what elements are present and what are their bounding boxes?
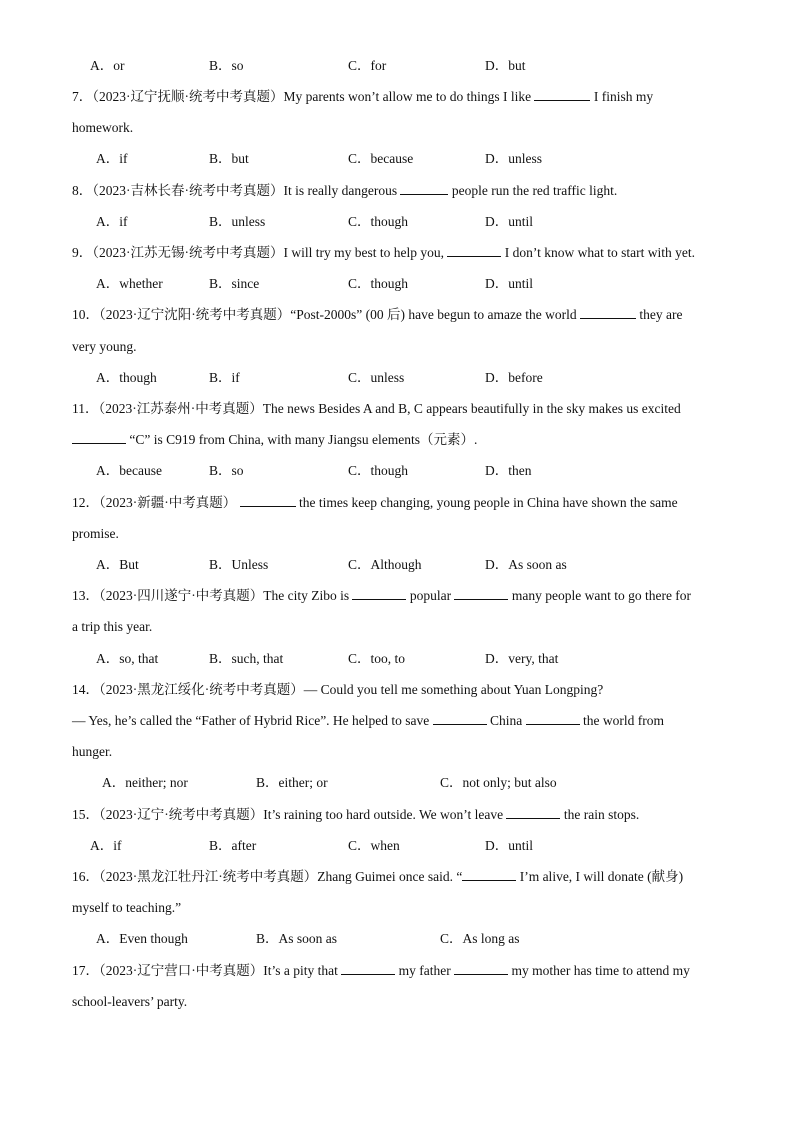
answer-blank[interactable] bbox=[240, 494, 296, 507]
option-d[interactable]: D．until bbox=[485, 214, 534, 229]
question-text: many people want to go there for bbox=[511, 588, 692, 603]
answer-blank-2[interactable] bbox=[526, 712, 580, 725]
question-12 bbox=[72, 494, 678, 512]
question-14: 14．（2023·黑龙江绥化·统考中考真题）— Could you tell me something about Yuan Longping? bbox=[72, 682, 604, 697]
question-text: I don’t know what to start with yet. bbox=[504, 245, 695, 260]
question-11: 11．（2023·江苏泰州·中考真题）The news Besides A and B, C appears beautifully in the sky makes us excited bbox=[72, 401, 681, 416]
answer-blank[interactable] bbox=[72, 431, 126, 444]
question-16 bbox=[72, 868, 683, 886]
question-text: 10．（2023·辽宁沈阳·统考中考真题）“Post-2000s” (00 后) have begun to amaze the world bbox=[72, 307, 577, 322]
option-b[interactable]: B．if bbox=[209, 370, 240, 385]
option-c[interactable]: C．Although bbox=[348, 557, 422, 572]
question-text: 17．（2023·辽宁营口·中考真题）It’s a pity that bbox=[72, 963, 338, 978]
question-text: — Yes, he’s called the “Father of Hybrid Rice”. He helped to save bbox=[72, 713, 430, 728]
option-a[interactable]: A．But bbox=[96, 557, 139, 572]
option-a[interactable]: A．or bbox=[90, 58, 125, 73]
question-text: popular bbox=[409, 588, 452, 603]
question-text: 15．（2023·辽宁·统考中考真题）It’s raining too hard outside. We won’t leave bbox=[72, 807, 504, 822]
option-b[interactable]: B．unless bbox=[209, 214, 266, 229]
option-c[interactable]: C．unless bbox=[348, 370, 405, 385]
option-b[interactable]: B．As soon as bbox=[256, 931, 338, 946]
question-text: China bbox=[490, 713, 523, 728]
question-14-answer bbox=[72, 712, 664, 730]
option-b[interactable]: B．so bbox=[209, 463, 244, 478]
question-15 bbox=[72, 806, 639, 824]
option-a[interactable]: A．because bbox=[96, 463, 162, 478]
option-b[interactable]: B．after bbox=[209, 838, 257, 853]
option-c[interactable]: C．for bbox=[348, 58, 387, 73]
option-a[interactable]: A．if bbox=[90, 838, 122, 853]
option-a[interactable]: A．if bbox=[96, 214, 128, 229]
answer-blank[interactable] bbox=[462, 868, 516, 881]
question-text: I finish my bbox=[593, 89, 654, 104]
question-7 bbox=[72, 88, 653, 106]
answer-blank[interactable] bbox=[447, 244, 501, 257]
question-text: the rain stops. bbox=[563, 807, 640, 822]
option-c[interactable]: C．As long as bbox=[440, 931, 520, 946]
option-c[interactable]: C．too, to bbox=[348, 651, 406, 666]
option-b[interactable]: B．since bbox=[209, 276, 260, 291]
question-text: people run the red traffic light. bbox=[451, 183, 618, 198]
option-a[interactable]: A．though bbox=[96, 370, 157, 385]
question-text: the times keep changing, young people in China have shown the same bbox=[299, 495, 678, 510]
answer-blank-1[interactable] bbox=[433, 712, 487, 725]
option-d[interactable]: D．before bbox=[485, 370, 543, 385]
question-13-cont: a trip this year. bbox=[72, 619, 153, 634]
option-a[interactable]: A．whether bbox=[96, 276, 163, 291]
question-text: my father bbox=[398, 963, 451, 978]
option-d[interactable]: D．until bbox=[485, 838, 534, 853]
option-b[interactable]: B．but bbox=[209, 151, 249, 166]
option-c[interactable]: C．when bbox=[348, 838, 400, 853]
option-b[interactable]: B．Unless bbox=[209, 557, 269, 572]
question-text: 16．（2023·黑龙江牡丹江·统考中考真题）Zhang Guimei once said. “ bbox=[72, 869, 463, 884]
question-text: my mother has time to attend my bbox=[511, 963, 690, 978]
question-10 bbox=[72, 306, 683, 324]
question-text: 9．（2023·江苏无锡·统考中考真题）I will try my best to help you, bbox=[72, 245, 444, 260]
answer-blank[interactable] bbox=[506, 806, 560, 819]
question-9 bbox=[72, 244, 695, 262]
option-c[interactable]: C．though bbox=[348, 463, 409, 478]
question-text: I’m alive, I will donate (献身) bbox=[519, 869, 684, 884]
question-text: the world from bbox=[583, 713, 665, 728]
option-c[interactable]: C．though bbox=[348, 276, 409, 291]
answer-blank-1[interactable] bbox=[352, 587, 406, 600]
question-17 bbox=[72, 962, 690, 980]
question-text: 7．（2023·辽宁抚顺·统考中考真题）My parents won’t allow me to do things I like bbox=[72, 89, 532, 104]
question-text: 8．（2023·吉林长春·统考中考真题）It is really dangerous bbox=[72, 183, 398, 198]
option-b[interactable]: B．such, that bbox=[209, 651, 284, 666]
answer-blank[interactable] bbox=[400, 182, 448, 195]
option-d[interactable]: D．As soon as bbox=[485, 557, 567, 572]
option-c[interactable]: C．though bbox=[348, 214, 409, 229]
option-c[interactable]: C．because bbox=[348, 151, 414, 166]
option-d[interactable]: D．very, that bbox=[485, 651, 559, 666]
question-16-cont: myself to teaching.” bbox=[72, 900, 182, 915]
question-14-cont: hunger. bbox=[72, 744, 113, 759]
answer-blank[interactable] bbox=[534, 88, 590, 101]
option-b[interactable]: B．either; or bbox=[256, 775, 328, 790]
question-8 bbox=[72, 182, 617, 200]
option-a[interactable]: A．Even though bbox=[96, 931, 188, 946]
option-d[interactable]: D．unless bbox=[485, 151, 542, 166]
question-17-cont: school-leavers’ party. bbox=[72, 994, 188, 1009]
question-12-cont: promise. bbox=[72, 526, 119, 541]
option-d[interactable]: D．then bbox=[485, 463, 532, 478]
answer-blank-1[interactable] bbox=[341, 962, 395, 975]
question-text: 12．（2023·新疆·中考真题） bbox=[72, 495, 237, 510]
option-b[interactable]: B．so bbox=[209, 58, 244, 73]
option-a[interactable]: A．so, that bbox=[96, 651, 159, 666]
question-10-cont: very young. bbox=[72, 339, 137, 354]
question-text: “C” is C919 from China, with many Jiangsu elements（元素）. bbox=[129, 432, 478, 447]
answer-blank-2[interactable] bbox=[454, 587, 508, 600]
answer-blank-2[interactable] bbox=[454, 962, 508, 975]
option-c[interactable]: C．not only; but also bbox=[440, 775, 557, 790]
option-a[interactable]: A．neither; nor bbox=[102, 775, 188, 790]
question-11-cont bbox=[72, 431, 477, 449]
option-d[interactable]: D．until bbox=[485, 276, 534, 291]
question-text: 13．（2023·四川遂宁·中考真题）The city Zibo is bbox=[72, 588, 350, 603]
answer-blank[interactable] bbox=[580, 306, 636, 319]
option-d[interactable]: D．but bbox=[485, 58, 526, 73]
option-a[interactable]: A．if bbox=[96, 151, 128, 166]
question-text: they are bbox=[639, 307, 683, 322]
question-13 bbox=[72, 587, 691, 605]
question-7-cont: homework. bbox=[72, 120, 134, 135]
